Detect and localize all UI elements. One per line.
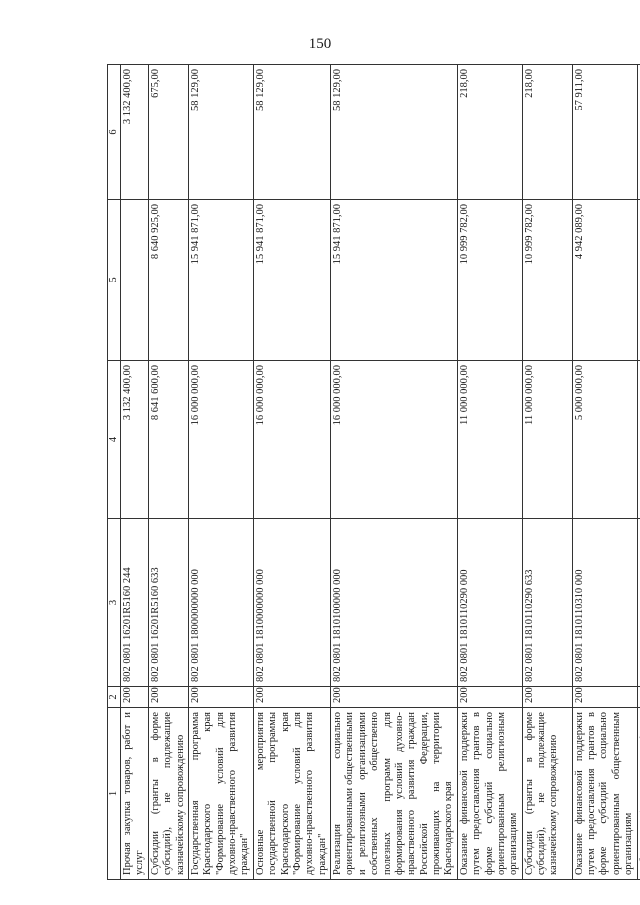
row-col4: 8 641 600,00 <box>148 361 188 519</box>
row-col6: 58 129,00 <box>331 65 458 200</box>
row-col4: 3 132 400,00 <box>121 361 149 519</box>
row-name: Реализация социально ориентированными общественными и религиозными организациями собственных общественно полезных программ для формирования условий духовно-нравственного развития граждан Российской Федерации, проживающих на территории Краснодарского края <box>331 708 458 880</box>
header-cell: 5 <box>108 200 121 361</box>
table-rotator <box>107 65 635 880</box>
row-name: Прочая закупка товаров, работ и услуг <box>121 708 149 880</box>
table-row <box>121 65 149 880</box>
row-col5: 8 640 925,00 <box>148 200 188 361</box>
row-code: 200 <box>457 687 522 708</box>
row-col6: 58 129,00 <box>253 65 330 200</box>
row-code: 200 <box>572 687 637 708</box>
row-col5: 15 941 871,00 <box>253 200 330 361</box>
row-col4: 16 000 000,00 <box>331 361 458 519</box>
row-name: Субсидии (гранты в форме субсидий), не подлежащие казначейскому сопровождению <box>148 708 188 880</box>
row-classification: 802 0801 1810000000 000 <box>253 519 330 687</box>
row-name: Оказание финансовой поддержки путем предоставления грантов в форме субсидий социально ориентированным религиозным организациям <box>457 708 522 880</box>
row-code: 200 <box>522 687 572 708</box>
row-col4: 5 000 000,00 <box>572 361 637 519</box>
header-cell: 2 <box>108 687 121 708</box>
row-classification: 802 0801 1800000000 000 <box>188 519 253 687</box>
row-classification: 802 0801 1810100000 000 <box>331 519 458 687</box>
row-col4: 16 000 000,00 <box>253 361 330 519</box>
budget-table <box>107 64 640 880</box>
row-name: Субсидии (гранты в форме субсидий), не подлежащие казначейскому сопровождению <box>522 708 572 880</box>
row-classification: 802 0801 16201R5160 244 <box>121 519 149 687</box>
row-code: 200 <box>331 687 458 708</box>
row-col6: 58 129,00 <box>188 65 253 200</box>
row-col4: 16 000 000,00 <box>188 361 253 519</box>
row-col4: 11 000 000,00 <box>457 361 522 519</box>
row-col5 <box>121 200 149 361</box>
rotated-table-container <box>107 65 635 880</box>
row-col5: 15 941 871,00 <box>331 200 458 361</box>
row-classification: 802 0801 1810110310 000 <box>572 519 637 687</box>
table-row <box>331 65 458 880</box>
row-code: 200 <box>148 687 188 708</box>
row-col6: 3 132 400,00 <box>121 65 149 200</box>
table-row <box>188 65 253 880</box>
row-col6: 218,00 <box>522 65 572 200</box>
table-row <box>457 65 522 880</box>
row-name: Государственная программа Краснодарского края "Формирование условий для духовно-нравственного развития граждан" <box>188 708 253 880</box>
header-row <box>108 65 121 880</box>
row-col5: 4 942 089,00 <box>572 200 637 361</box>
row-classification: 802 0801 1810110290 000 <box>457 519 522 687</box>
row-col6: 675,00 <box>148 65 188 200</box>
row-code: 200 <box>121 687 149 708</box>
row-col5: 15 941 871,00 <box>188 200 253 361</box>
table-row <box>253 65 330 880</box>
row-classification: 802 0801 1810110290 633 <box>522 519 572 687</box>
row-name: Основные мероприятия государственной программы Краснодарского края "Формирование условий для духовно-нравственного развития граждан" <box>253 708 330 880</box>
header-cell: 6 <box>108 65 121 200</box>
row-col4: 11 000 000,00 <box>522 361 572 519</box>
header-cell: 1 <box>108 708 121 880</box>
row-code: 200 <box>253 687 330 708</box>
row-code: 200 <box>188 687 253 708</box>
row-classification: 802 0801 16201R5160 633 <box>148 519 188 687</box>
header-cell: 4 <box>108 361 121 519</box>
table-row <box>522 65 572 880</box>
row-col5: 10 999 782,00 <box>457 200 522 361</box>
page-number: 150 <box>308 36 332 52</box>
row-col6: 218,00 <box>457 65 522 200</box>
row-col5: 10 999 782,00 <box>522 200 572 361</box>
table-row <box>572 65 637 880</box>
table-row <box>148 65 188 880</box>
header-cell: 3 <box>108 519 121 687</box>
row-name: Оказание финансовой поддержки путем предоставления грантов в форме субсидий социально ориентированным общественным организациям <box>572 708 637 880</box>
row-col6: 57 911,00 <box>572 65 637 200</box>
